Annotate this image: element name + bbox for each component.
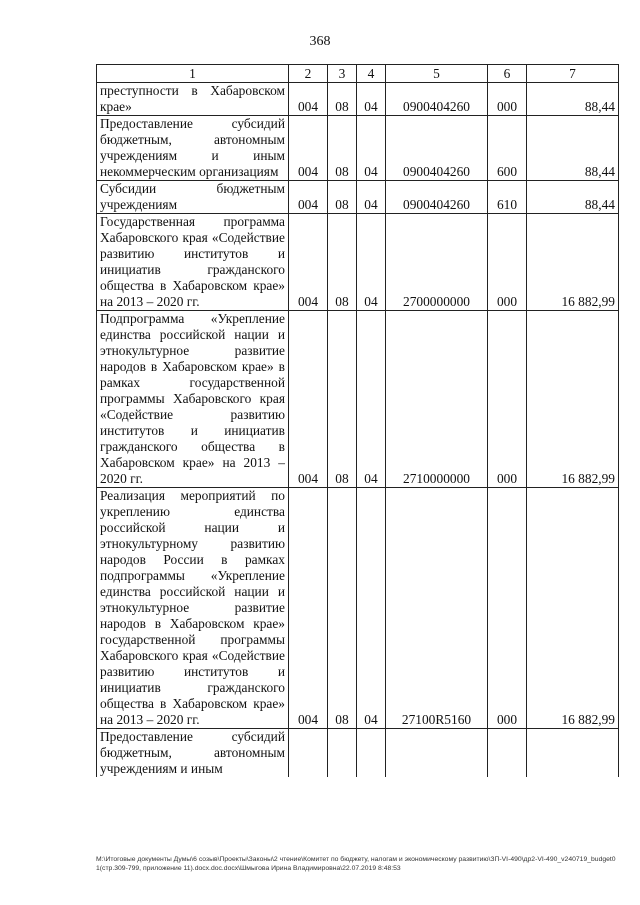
row-target-article-code: 2710000000 [386, 311, 488, 488]
table-row [97, 214, 619, 311]
row-ministry-code: 004 [289, 83, 328, 116]
table-row [97, 729, 619, 778]
row-target-article-code: 2700000000 [386, 214, 488, 311]
header-cell-name: 1 [97, 65, 289, 83]
table-row [97, 83, 619, 116]
row-expense-type-code: 000 [488, 83, 527, 116]
header-cell-subsection: 4 [357, 65, 386, 83]
row-ministry-code: 004 [289, 116, 328, 181]
row-expense-type-code: 000 [488, 311, 527, 488]
row-target-article-code: 27100R5160 [386, 488, 488, 729]
row-subsection-code: 04 [357, 181, 386, 214]
row-section-code: 08 [328, 311, 357, 488]
row-ministry-code: 004 [289, 181, 328, 214]
row-section-code: 08 [328, 83, 357, 116]
row-expense-type-code: 000 [488, 488, 527, 729]
row-target-article-code: 0900404260 [386, 116, 488, 181]
row-ministry-code: 004 [289, 488, 328, 729]
header-cell-section: 3 [328, 65, 357, 83]
row-expense-type-code: 610 [488, 181, 527, 214]
row-section-code [328, 729, 357, 778]
row-section-code: 08 [328, 488, 357, 729]
header-cell-amount: 7 [527, 65, 619, 83]
row-target-article-code [386, 729, 488, 778]
row-name: Предоставление субсидий бюджетным, автономным учреждениям и иным некоммерческим организациям [97, 116, 289, 181]
row-name: Реализация мероприятий по укреплению единства российской нации и этнокультурному развитию народов России в рамках подпрограммы «Укрепление единства российской нации и этнокультурное развитие народов в Хабаровском крае» государственной программы Хабаровского края «Содействие развитию институтов и инициатив гражданского общества в Хабаровском крае» на 2013 – 2020 гг. [97, 488, 289, 729]
row-target-article-code: 0900404260 [386, 83, 488, 116]
table-row [97, 116, 619, 181]
table-row [97, 488, 619, 729]
table-header-row [97, 65, 619, 83]
row-section-code: 08 [328, 116, 357, 181]
row-ministry-code [289, 729, 328, 778]
row-amount: 88,44 [527, 181, 619, 214]
row-section-code: 08 [328, 214, 357, 311]
row-subsection-code: 04 [357, 214, 386, 311]
row-name: Субсидии бюджетным учреждениям [97, 181, 289, 214]
row-amount: 88,44 [527, 116, 619, 181]
row-amount: 88,44 [527, 83, 619, 116]
row-subsection-code [357, 729, 386, 778]
row-name: Государственная программа Хабаровского края «Содействие развитию институтов и инициатив гражданского общества в Хабаровском крае» на 2013 – 2020 гг. [97, 214, 289, 311]
row-section-code: 08 [328, 181, 357, 214]
row-ministry-code: 004 [289, 214, 328, 311]
row-subsection-code: 04 [357, 83, 386, 116]
budget-table [96, 64, 619, 777]
row-ministry-code: 004 [289, 311, 328, 488]
row-subsection-code: 04 [357, 488, 386, 729]
row-amount: 16 882,99 [527, 214, 619, 311]
row-expense-type-code: 000 [488, 214, 527, 311]
row-expense-type-code: 600 [488, 116, 527, 181]
row-expense-type-code [488, 729, 527, 778]
document-footer-path: M:\Итоговые документы Думы\6 созыв\Проекты\Законы\2 чтение\Комитет по бюджету, налогам и экономическому развитию\ЗП-VI-490\др2-VI-490_v240719_budget01(стр.309-799, приложение 11).docx.doc.docx\Шмыгова Ирина Владимировна\22.07.2019 8:48:53 [96, 856, 616, 872]
table-row [97, 311, 619, 488]
row-name: преступности в Хабаровском крае» [97, 83, 289, 116]
row-amount [527, 729, 619, 778]
header-cell-target-article: 5 [386, 65, 488, 83]
table-row [97, 181, 619, 214]
row-amount: 16 882,99 [527, 488, 619, 729]
row-target-article-code: 0900404260 [386, 181, 488, 214]
row-amount: 16 882,99 [527, 311, 619, 488]
row-name: Предоставление субсидий бюджетным, автономным учреждениям и иным [97, 729, 289, 778]
header-cell-expense-type: 6 [488, 65, 527, 83]
row-subsection-code: 04 [357, 116, 386, 181]
page-number: 368 [309, 34, 331, 49]
header-cell-ministry: 2 [289, 65, 328, 83]
row-name: Подпрограмма «Укрепление единства российской нации и этнокультурное развитие народов в Хабаровском крае» в рамках государственной программы Хабаровского края «Содействие развитию институтов и инициатив гражданского общества в Хабаровском крае» на 2013 – 2020 гг. [97, 311, 289, 488]
row-subsection-code: 04 [357, 311, 386, 488]
